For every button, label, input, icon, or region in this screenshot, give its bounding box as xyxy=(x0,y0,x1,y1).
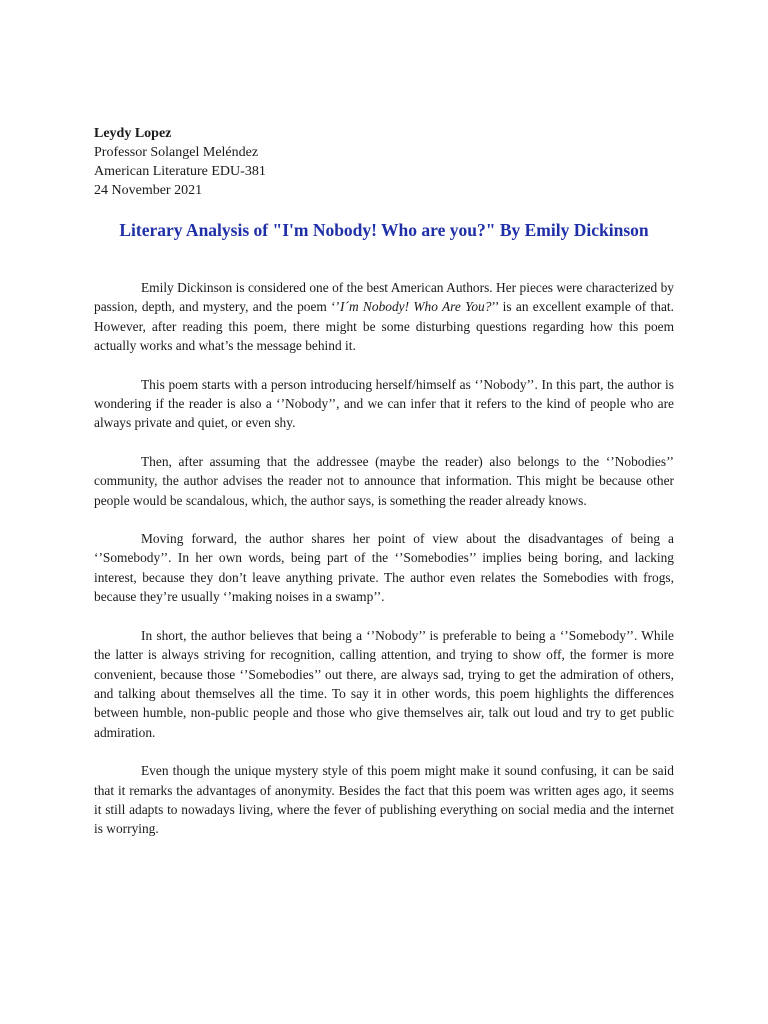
paragraph-5: In short, the author believes that being a ‘’Nobody’’ is preferable to being a ‘’Somebody’’. While the latter is always striving for recognition, calling attention, and trying to show off, the former is more convenient, because those ‘’Somebodies’’ out there, are always sad, trying to get the admiration of others, and talking about themselves all the time. To say it in other words, this poem highlights the differences between humble, non-public people and those who give themselves air, talk out loud and try to get public admiration. xyxy=(94,627,674,740)
paragraph-1-before: Emily Dickinson is considered one of the best American Authors. Her pieces were characterized by passion, depth, and mystery, and the poem ‘’ xyxy=(94,280,674,315)
essay-title: Literary Analysis of "I'm Nobody! Who are you?" By Emily Dickinson xyxy=(119,220,649,240)
document-page xyxy=(94,124,674,858)
professor-name: Professor Solangel Meléndez xyxy=(94,145,259,160)
paragraph-4: Moving forward, the author shares her point of view about the disadvantages of being a ‘’Somebody’’. In her own words, being part of the ‘’Somebodies’’ implies being boring, and lacking interest, because they don’t leave anything private. The author even relates the Somebodies with frogs, because they’re usually ‘’making noises in a swamp’’. xyxy=(94,531,674,605)
paragraph-6: Even though the unique mystery style of this poem might make it sound confusing, it can be said that it remarks the advantages of anonymity. Besides the fact that this poem was written ages ago, it seems it still adapts to nowadays living, where the fever of publishing everything on social media and the internet is worrying. xyxy=(94,763,674,837)
date: 24 November 2021 xyxy=(94,183,203,198)
paragraph-3: Then, after assuming that the addressee (maybe the reader) also belongs to the ‘’Nobodies’’ community, the author advises the reader not to announce that information. This might be because other people would be scandalous, which, the author says, is something the reader already knows. xyxy=(94,453,674,508)
paragraph-1 xyxy=(94,278,674,356)
header-block xyxy=(94,124,674,200)
paragraph-1-after: ’’ is an excellent example of that. However, after reading this poem, there might be some disturbing questions regarding how this poem actually works and what’s the message behind it. xyxy=(94,299,674,354)
paragraph-2: This poem starts with a person introducing herself/himself as ‘’Nobody’’. In this part, the author is wondering if the reader is also a ‘’Nobody’’, and we can infer that it refers to the kind of people who are always private and quiet, or even shy. xyxy=(94,376,674,431)
course-name: American Literature EDU-381 xyxy=(94,164,266,179)
poem-title-italic: I´m Nobody! Who Are You? xyxy=(340,299,492,315)
student-name: Leydy Lopez xyxy=(94,126,172,141)
